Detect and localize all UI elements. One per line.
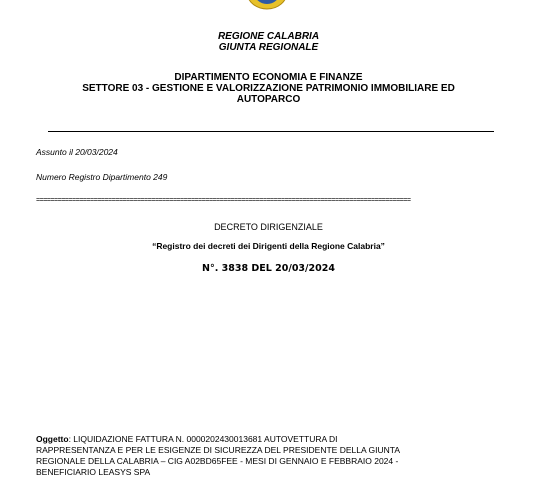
subject-line-2: RAPPRESENTANZA E PER LE ESIGENZE DI SICUREZZA DEL PRESIDENTE DELLA GIUNTA xyxy=(36,445,401,455)
region-heading xyxy=(0,31,537,53)
separator-line: ======================================================================================================== xyxy=(36,198,411,205)
subject-line-4: BENEFICIARIO LEASYS SPA xyxy=(36,467,151,477)
decree-number: N°. 3838 DEL 20/03/2024 xyxy=(202,263,335,274)
department-heading xyxy=(0,72,537,105)
region-council: GIUNTA REGIONALE xyxy=(218,42,319,53)
subject-line-1: : LIQUIDAZIONE FATTURA N. 0000202430013681 AUTOVETTURA DI xyxy=(68,434,338,444)
sector-name-cont: AUTOPARCO xyxy=(236,94,301,105)
subject-block xyxy=(36,434,506,478)
sector-name: SETTORE 03 - GESTIONE E VALORIZZAZIONE PATRIMONIO IMMOBILIARE ED xyxy=(82,83,455,94)
region-emblem-icon xyxy=(244,0,290,10)
header-divider xyxy=(48,131,494,132)
registro-number: Numero Registro Dipartimento 249 xyxy=(36,172,168,182)
assunto-date: Assunto il 20/03/2024 xyxy=(36,147,118,157)
subject-label: Oggetto xyxy=(36,434,69,444)
decree-type: DECRETO DIRIGENZIALE xyxy=(214,222,323,232)
department-name: DIPARTIMENTO ECONOMIA E FINANZE xyxy=(174,72,363,83)
region-name: REGIONE CALABRIA xyxy=(217,31,320,42)
decree-register: “Registro dei decreti dei Dirigenti della Regione Calabria” xyxy=(152,241,385,251)
subject-line-3: REGIONALE DELLA CALABRIA – CIG A02BD65FEE - MESI DI GENNAIO E FEBBRAIO 2024 - xyxy=(36,456,399,466)
